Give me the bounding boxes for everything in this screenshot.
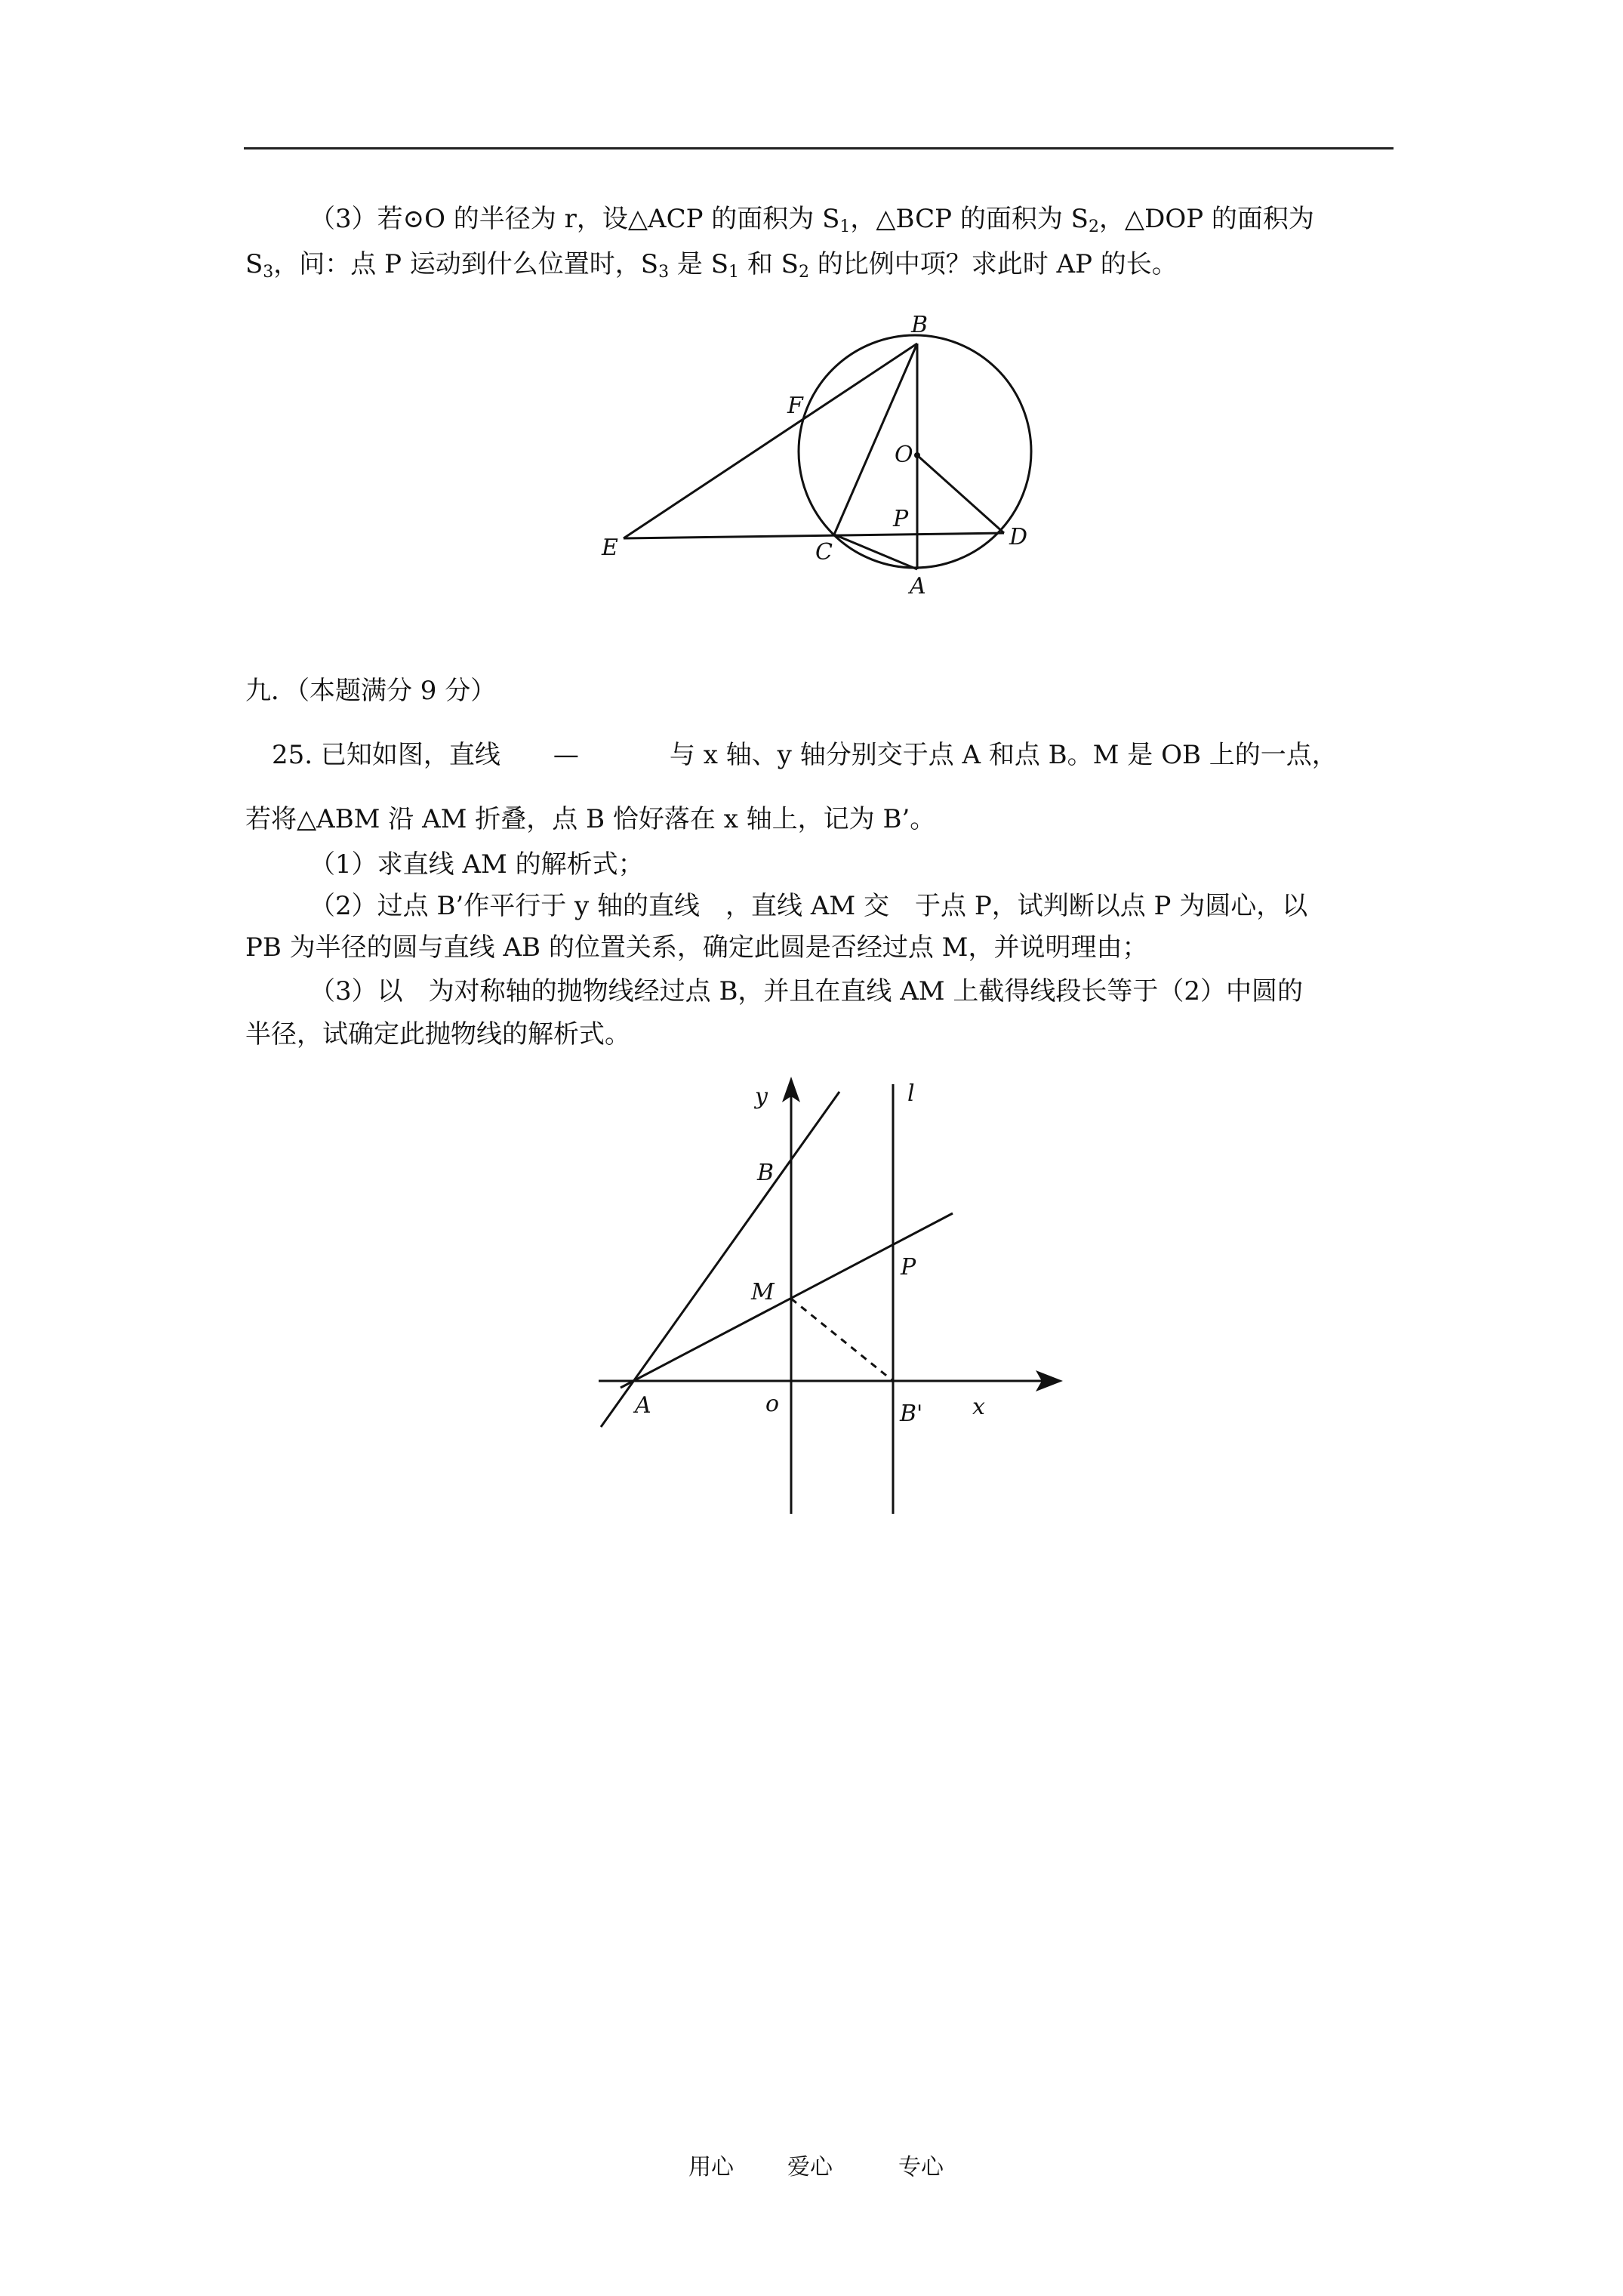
- section-heading: 九．（本题满分 9 分）: [245, 676, 497, 706]
- label-m: M: [751, 1279, 775, 1305]
- label-x: x: [972, 1394, 985, 1420]
- q24-part3-line2: $S_3$，问：点 P 运动到什么位置时，$S_3$ 是 $S_1$ 和 $S_2$ 的比例中项？求此时 AP 的长。: [245, 249, 1178, 282]
- footer-word-1: 用心: [688, 2154, 734, 2180]
- label-p: P: [893, 506, 909, 532]
- q25-part3-line2: 半径，试确定此抛物线的解析式。: [245, 1019, 630, 1049]
- q25-part1: （1）求直线 AM 的解析式；: [310, 849, 644, 880]
- label-f: F: [787, 393, 803, 419]
- footer-word-3: 专心: [898, 2154, 944, 2180]
- label-o: o: [765, 1391, 780, 1417]
- label-y: y: [755, 1083, 768, 1110]
- q24-part3-line1: （3）若⊙O 的半径为 r，设△ACP 的面积为 $S_1$，△BCP 的面积为 $S_2$，△DOP 的面积为: [310, 204, 1314, 236]
- label-c: C: [815, 539, 833, 566]
- label-b: B: [911, 312, 929, 338]
- footer-word-2: 爱心: [787, 2154, 833, 2180]
- label-e: E: [602, 535, 618, 561]
- label-o: O: [895, 442, 913, 468]
- q25-part3-line1: （3）以 为对称轴的抛物线经过点 B，并且在直线 AM 上截得线段长等于（2）中圆的: [310, 976, 1304, 1006]
- q25-part2-line2: PB 为半径的圆与直线 AB 的位置关系，确定此圆是否经过点 M，并说明理由；: [245, 932, 1148, 963]
- line-am: [621, 1213, 953, 1388]
- q25-line2: 若将△ABM 沿 AM 折叠，点 B 恰好落在 x 轴上，记为 B’。: [245, 804, 936, 834]
- segment-mb-prime: [791, 1299, 893, 1381]
- q25-part2-line1: （2）过点 B’作平行于 y 轴的直线 ，直线 AM 交 于点 P，试判断以点 P 为圆心，以: [310, 891, 1308, 921]
- label-l: l: [907, 1080, 915, 1107]
- line-ab: [601, 1092, 839, 1427]
- label-a: A: [910, 573, 926, 599]
- q25-line1: 25. 已知如图，直线 — 与 x 轴、y 轴分别交于点 A 和点 B。M 是 OB 上的一点，: [272, 740, 1338, 770]
- label-a: A: [635, 1392, 651, 1419]
- label-p: P: [901, 1254, 916, 1281]
- label-d: D: [1009, 524, 1028, 550]
- label-b: B: [757, 1160, 775, 1186]
- label-b-prime: B': [900, 1401, 923, 1427]
